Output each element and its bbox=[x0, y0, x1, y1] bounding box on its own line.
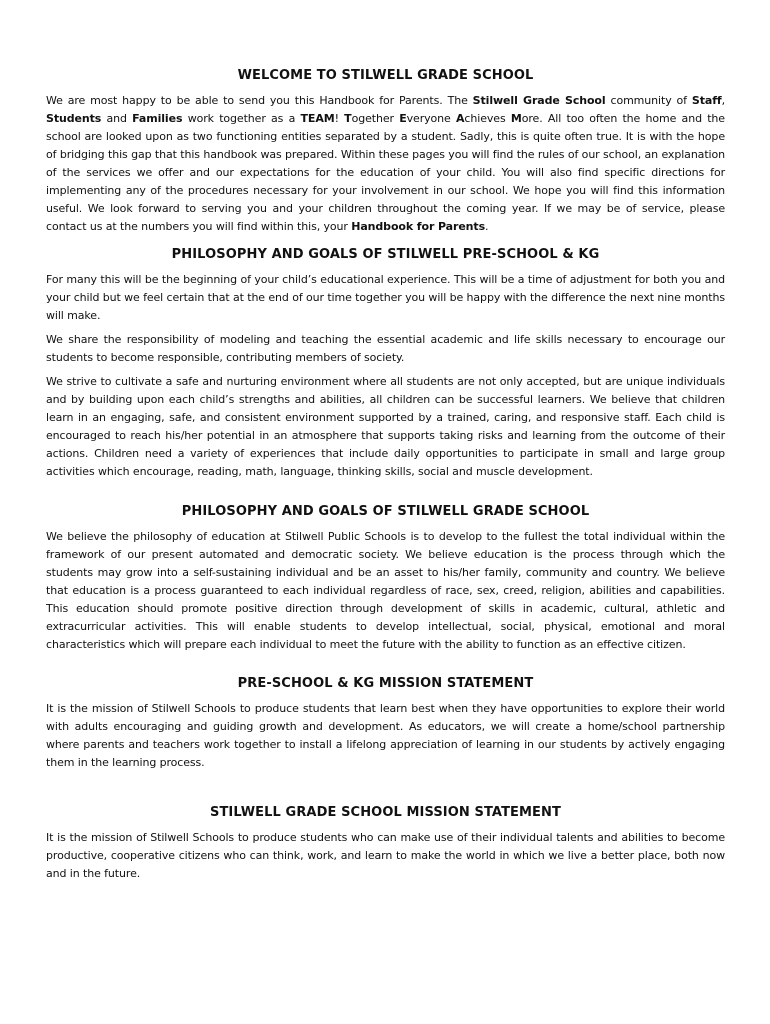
preschool-philosophy-paragraph-2: We share the responsibility of modeling and teaching the essential academic and life skills necessary to encourage our students to become responsible, contributing members of society. bbox=[46, 333, 725, 364]
welcome-heading: WELCOME TO STILWELL GRADE SCHOOL bbox=[237, 68, 534, 83]
welcome-paragraph: We are most happy to be able to send you this Handbook for Parents. The Stilwell Grade School community of Staff, Students and Families work together as a TEAM! Together Everyone Achieves More. All too often the home and the school are looked upon as two functioning entities separated by a student. Sadly, this is quite often true. It is with the hope of bridging this gap that this handbook was prepared. Within these pages you will find the rules of our school, an explanation of the services we offer and our expectations for the education of your child. You will also find specific directions for implementing any of the procedures necessary for your involvement in our school. We hope you will find this information useful. We look forward to serving you and your children throughout the coming year. If we may be of service, please contact us at the numbers you will find within this, your Handbook for Parents. bbox=[46, 94, 725, 233]
preschool-mission-paragraph: It is the mission of Stilwell Schools to produce students that learn best when they have opportunities to explore their world with adults encouraging and guiding growth and development. As educators, we will create a home/school partnership where parents and teachers work together to install a lifelong appreciation of learning in our students by actively engaging them in the learning process. bbox=[46, 702, 725, 769]
grade-mission-heading: STILWELL GRADE SCHOOL MISSION STATEMENT bbox=[210, 805, 561, 820]
grade-philosophy-heading: PHILOSOPHY AND GOALS OF STILWELL GRADE SCHOOL bbox=[181, 504, 590, 519]
grade-philosophy-section bbox=[46, 504, 725, 654]
grade-mission-section bbox=[46, 805, 725, 883]
preschool-philosophy-section bbox=[46, 247, 725, 481]
preschool-mission-section bbox=[46, 676, 725, 772]
grade-mission-paragraph: It is the mission of Stilwell Schools to produce students who can make use of their individual talents and abilities to become productive, cooperative citizens who can think, work, and learn to make the world in which we live a better place, both now and in the future. bbox=[46, 831, 725, 880]
welcome-section bbox=[46, 68, 725, 236]
preschool-philosophy-heading: PHILOSOPHY AND GOALS OF STILWELL PRE-SCHOOL & KG bbox=[171, 247, 600, 262]
preschool-philosophy-paragraph-1: For many this will be the beginning of your child’s educational experience. This will be a time of adjustment for both you and your child but we feel certain that at the end of our time together you will be happy with the difference the next nine months will make. bbox=[46, 273, 726, 322]
preschool-mission-heading: PRE-SCHOOL & KG MISSION STATEMENT bbox=[237, 676, 534, 691]
preschool-philosophy-paragraph-3: We strive to cultivate a safe and nurturing environment where all students are not only accepted, but are unique individuals and by building upon each child’s strengths and abilities, all children can be successful learners. We believe that children learn in an engaging, safe, and consistent environment supported by a trained, caring, and responsive staff. Each child is encouraged to reach his/her potential in an atmosphere that supports taking risks and learning from the outcome of their actions. Children need a variety of experiences that include daily opportunities to participate in small and large group activities which encourage, reading, math, language, thinking skills, social and muscle development. bbox=[46, 375, 725, 478]
grade-philosophy-paragraph: We believe the philosophy of education at Stilwell Public Schools is to develop to the fullest the total individual within the framework of our present automated and democratic society. We believe education is the process through which the students may grow into a self-sustaining individual and be an asset to his/her family, community and country. We believe that education is a process guaranteed to each individual regardless of race, sex, creed, religion, abilities and capabilities. This education should promote positive direction through development of skills in academic, cultural, athletic and extracurricular activities. This will enable students to develop intellectual, social, physical, emotional and moral characteristics which will prepare each individual to meet the future with the ability to function as an effective citizen. bbox=[46, 530, 725, 651]
